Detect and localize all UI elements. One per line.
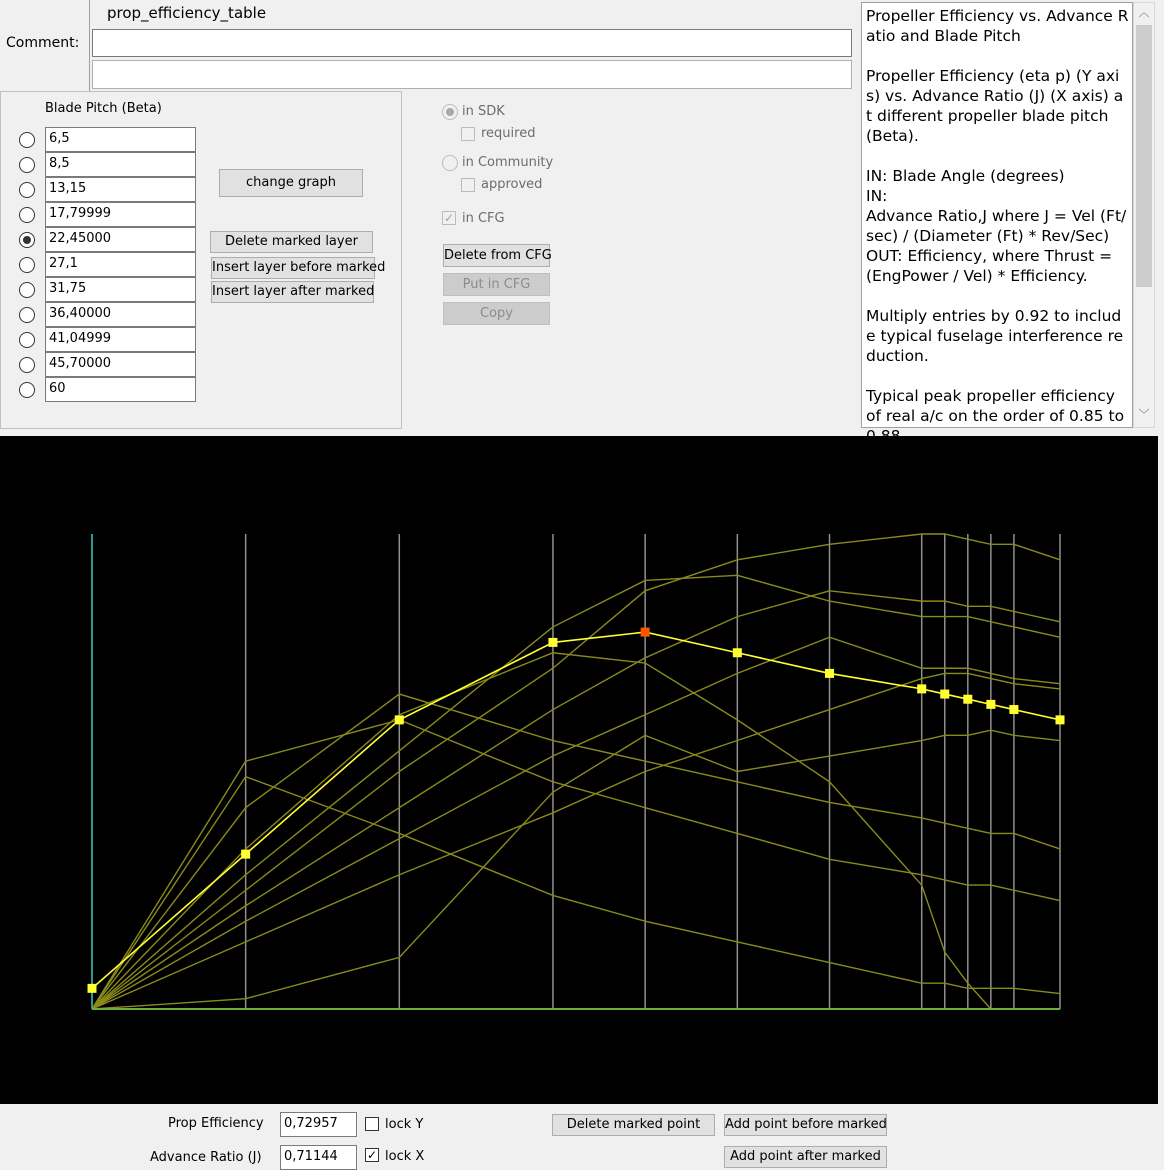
table-name: prop_efficiency_table [107,4,267,22]
approved-label: approved [481,177,543,192]
lock-x-label: lock X [385,1149,425,1164]
delete-marked-layer-button[interactable]: Delete marked layer [210,231,373,253]
layer-radio[interactable] [19,132,35,148]
scroll-up-icon[interactable]: ︿ [1138,6,1150,19]
blade-pitch-title: Blade Pitch (Beta) [45,101,162,116]
efficiency-chart[interactable] [0,436,1158,1104]
series-line [92,653,1060,1009]
series-line [92,730,1060,1009]
data-point[interactable] [963,695,972,704]
insert-layer-before-button[interactable]: Insert layer before marked [211,257,375,279]
data-point[interactable] [1009,705,1018,714]
layer-radio[interactable] [19,357,35,373]
approved-checkbox[interactable] [461,178,475,192]
in-cfg-label: in CFG [462,211,505,226]
scroll-thumb[interactable] [1136,25,1152,287]
layer-radio[interactable] [19,332,35,348]
layer-value-input[interactable]: 31,75 [45,277,196,302]
layer-radio[interactable] [19,157,35,173]
description-paragraph: IN: Blade Angle (degrees) IN: Advance Ratio,J where J = Vel (Ft/sec) / (Diameter (Ft) * Rev/Sec) OUT: Efficiency, where Thrust = (EngPower / Vel) * Efficiency. [866,167,1127,285]
layer-value-input[interactable]: 6,5 [45,127,196,152]
in-community-radio[interactable] [442,155,458,171]
description-paragraph: Propeller Efficiency (eta p) (Y axis) vs. Advance Ratio (J) (X axis) at different propeller blade pitch (Beta). [866,67,1124,145]
in-sdk-label: in SDK [462,104,505,119]
in-cfg-checkbox[interactable]: ✓ [443,211,455,225]
layer-radio[interactable] [19,232,35,248]
comment-input[interactable] [92,29,852,57]
data-point[interactable] [241,850,250,859]
layer-value-input[interactable]: 17,79999 [45,202,196,227]
data-point[interactable] [88,984,97,993]
lock-y-checkbox[interactable] [365,1117,379,1131]
advance-ratio-input[interactable]: 0,71144 [280,1145,357,1170]
layer-value-input[interactable]: 22,45000 [45,227,196,252]
lock-y-label: lock Y [385,1117,424,1132]
data-point[interactable] [733,648,742,657]
description-paragraph: Typical peak propeller efficiency of real a/c on the order of 0.85 to [866,387,1125,425]
description-scrollbar[interactable] [1133,2,1155,428]
series-line [92,637,1060,1009]
lock-x-checkbox[interactable]: ✓ [366,1148,378,1162]
prop-efficiency-input[interactable]: 0,72957 [280,1112,357,1137]
layer-radio[interactable] [19,257,35,273]
add-point-after-button[interactable]: Add point after marked [724,1146,887,1168]
prop-efficiency-label: Prop Efficiency [168,1116,264,1131]
header-divider [89,0,90,91]
in-community-label: in Community [462,155,554,170]
layer-radio[interactable] [19,182,35,198]
required-label: required [481,126,536,141]
layer-value-input[interactable]: 45,70000 [45,352,196,377]
series-line [92,777,1060,1009]
advance-ratio-label: Advance Ratio (J) [150,1150,262,1165]
layer-radio[interactable] [19,282,35,298]
selected-series-line [92,632,1060,988]
layer-value-input[interactable]: 60 [45,377,196,402]
scroll-down-icon[interactable]: ﹀ [1138,408,1150,421]
layer-radio[interactable] [19,307,35,323]
layer-value-input[interactable]: 13,15 [45,177,196,202]
delete-from-cfg-button[interactable]: Delete from CFG [443,244,550,267]
description-paragraph: Multiply entries by 0.92 to include typical fuselage interference reduction. [866,307,1124,365]
copy-button[interactable]: Copy [443,302,550,325]
layer-radio[interactable] [19,207,35,223]
graph-area[interactable] [0,436,1158,1104]
insert-layer-after-button[interactable]: Insert layer after marked [211,281,374,303]
required-checkbox[interactable] [461,127,475,141]
description-paragraph: Propeller Efficiency vs. Advance Ratio and Blade Pitch [866,7,1129,45]
comment-label: Comment: [6,35,80,51]
layer-value-input[interactable]: 41,04999 [45,327,196,352]
delete-marked-point-button[interactable]: Delete marked point [552,1114,715,1136]
data-point[interactable] [986,700,995,709]
data-point[interactable] [395,715,404,724]
description-text[interactable] [861,2,1133,428]
marked-point[interactable] [641,628,650,637]
add-point-before-button[interactable]: Add point before marked [724,1114,887,1136]
layer-value-input[interactable]: 8,5 [45,152,196,177]
series-line [92,534,1060,1009]
layer-radio[interactable] [19,382,35,398]
data-point[interactable] [940,690,949,699]
put-in-cfg-button[interactable]: Put in CFG [443,273,550,296]
change-graph-button[interactable]: change graph [219,169,363,197]
data-point[interactable] [548,638,557,647]
comment-input-line2[interactable] [92,60,852,89]
data-point[interactable] [917,684,926,693]
data-point[interactable] [825,669,834,678]
in-sdk-radio[interactable] [442,104,458,120]
data-point[interactable] [1056,715,1065,724]
layer-value-input[interactable]: 27,1 [45,252,196,277]
series-line [92,673,1060,1009]
series-line [92,720,1060,1009]
layer-value-input[interactable]: 36,40000 [45,302,196,327]
